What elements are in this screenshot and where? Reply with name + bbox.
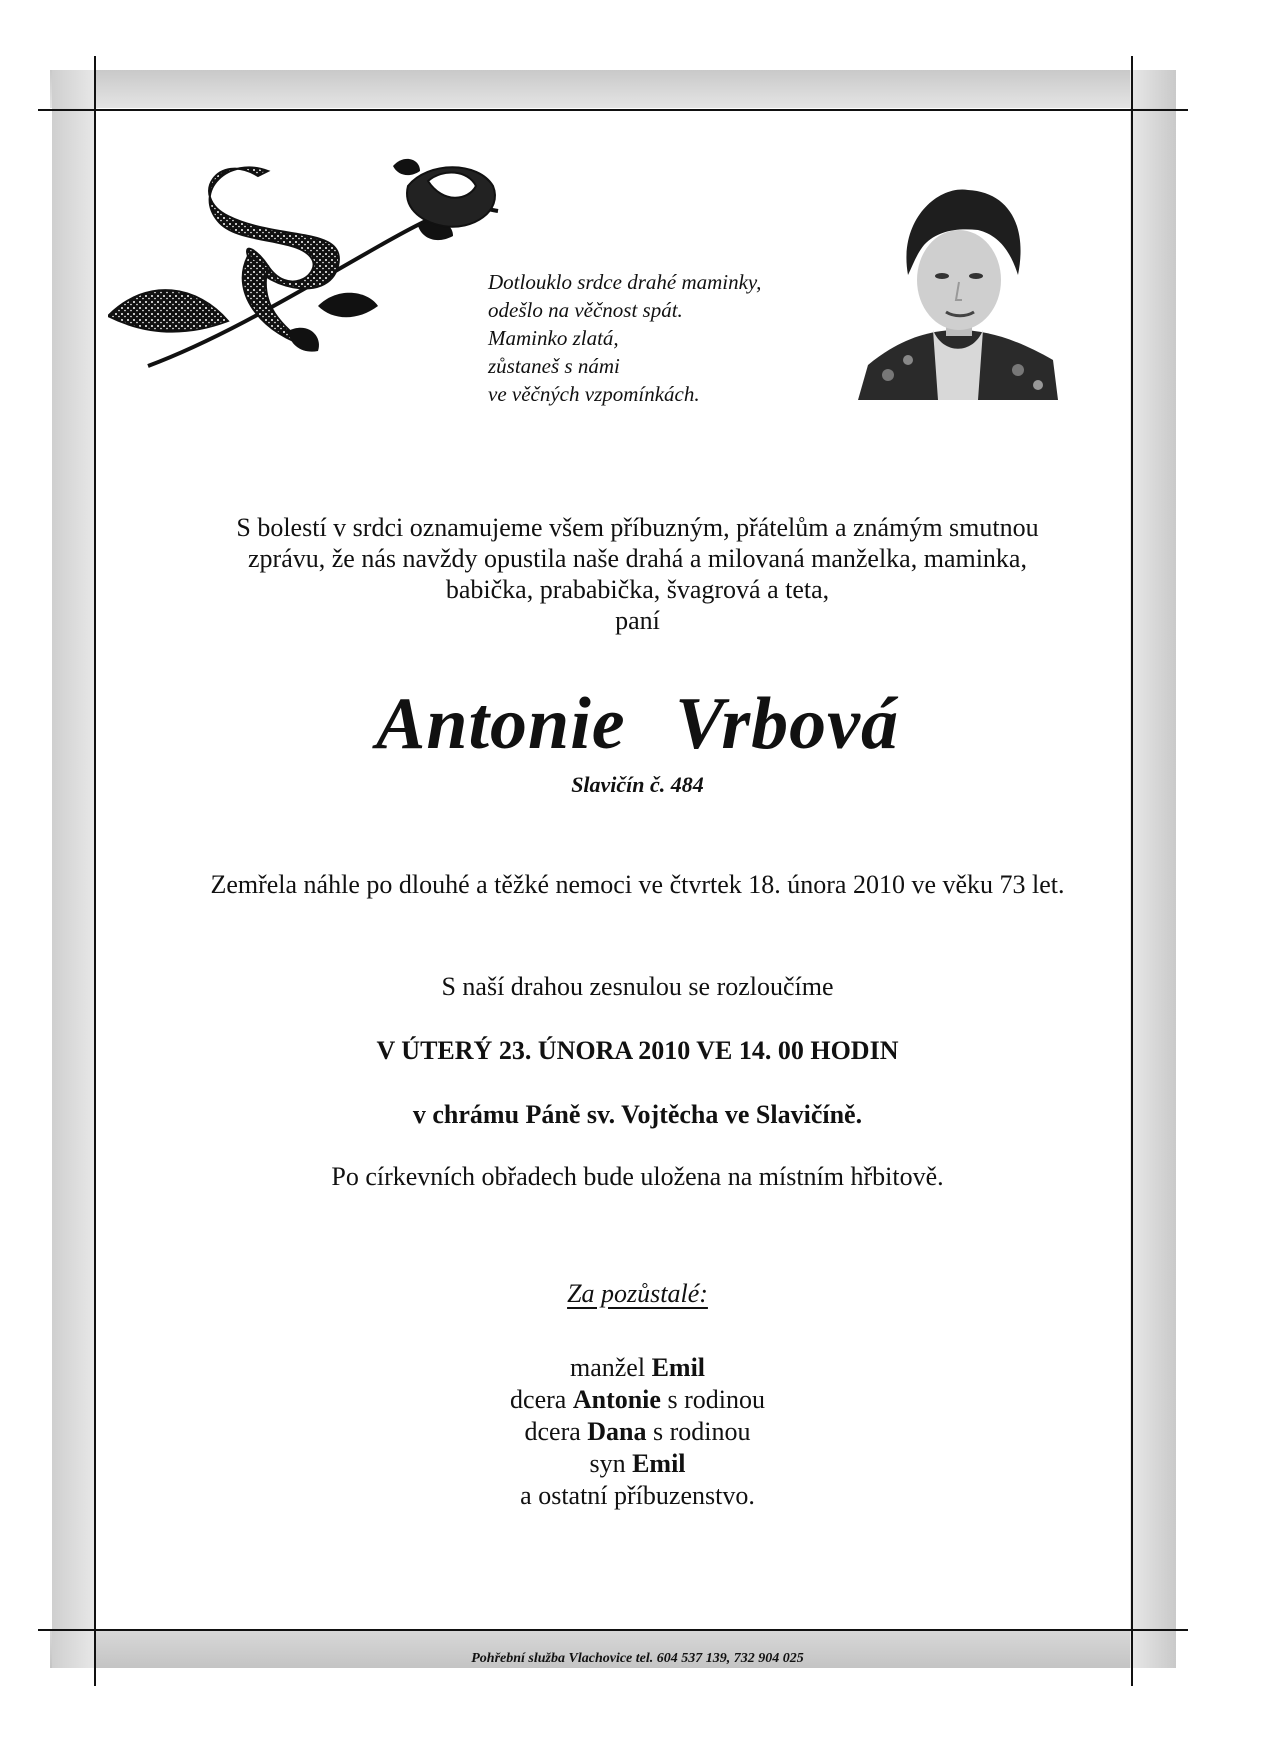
burial-text: Po církevních obřadech bude uložena na místním hřbitově.	[331, 1162, 944, 1191]
portrait-photo	[858, 180, 1058, 400]
announcement-text	[0, 512, 1275, 636]
family-member	[0, 1416, 1275, 1448]
member-suffix: s rodinou	[660, 1385, 765, 1414]
announcement-line: zprávu, že nás navždy opustila naše drahá a milovaná manželka, maminka,	[248, 544, 1027, 573]
deceased-address: Slavičín č. 484	[571, 772, 704, 797]
poem-line: Maminko zlatá,	[488, 326, 619, 350]
farewell-text: S naší drahou zesnulou se rozloučíme	[441, 972, 834, 1001]
relation: dcera	[524, 1417, 588, 1446]
frame-line-top	[38, 109, 1188, 111]
frame-band-top	[50, 70, 1176, 108]
poem-line: ve věčných vzpomínkách.	[488, 382, 700, 406]
footer-funeral-service: Pohřební služba Vlachovice tel. 604 537 139, 732 904 025	[471, 1651, 804, 1666]
deceased-last-name: Vrbová	[675, 683, 900, 765]
family-list	[0, 1352, 1275, 1512]
poem-line: Dotlouklo srdce drahé maminky,	[488, 270, 762, 294]
funeral-place: v chrámu Páně sv. Vojtěcha ve Slavičíně.	[412, 1100, 863, 1129]
member-name: Dana	[587, 1417, 647, 1446]
family-closing: a ostatní příbuzenstvo.	[520, 1481, 755, 1510]
deceased-name	[0, 682, 1275, 767]
family-member	[0, 1384, 1275, 1416]
family-member	[0, 1352, 1275, 1384]
death-notice: Zemřela náhle po dlouhé a těžké nemoci ve čtvrtek 18. února 2010 ve věku 73 let.	[210, 870, 1065, 899]
deceased-first-name: Antonie	[375, 683, 626, 765]
member-name: Emil	[651, 1353, 706, 1382]
frame-line-bottom	[38, 1629, 1188, 1631]
poem	[488, 268, 848, 408]
member-name: Emil	[632, 1449, 686, 1478]
announcement-line: babička, prababička, švagrová a teta,	[445, 575, 830, 604]
member-suffix: s rodinou	[646, 1417, 751, 1446]
poem-line: odešlo na věčnost spát.	[488, 298, 683, 322]
relation: manžel	[569, 1353, 652, 1382]
poem-line: zůstaneš s námi	[488, 354, 620, 378]
rose-ornament-icon	[108, 156, 518, 376]
relation: syn	[589, 1449, 633, 1478]
member-name: Antonie	[572, 1385, 661, 1414]
funeral-datetime: V ÚTERÝ 23. ÚNORA 2010 VE 14. 00 HODIN	[376, 1036, 899, 1065]
announcement-line: paní	[615, 606, 660, 635]
relation: dcera	[510, 1385, 573, 1414]
survivors-heading-text: Za pozůstalé:	[567, 1279, 708, 1308]
announcement-line: S bolestí v srdci oznamujeme všem příbuzným, přátelům a známým smutnou	[236, 513, 1039, 542]
family-member	[0, 1448, 1275, 1480]
survivors-heading	[0, 1279, 1275, 1309]
